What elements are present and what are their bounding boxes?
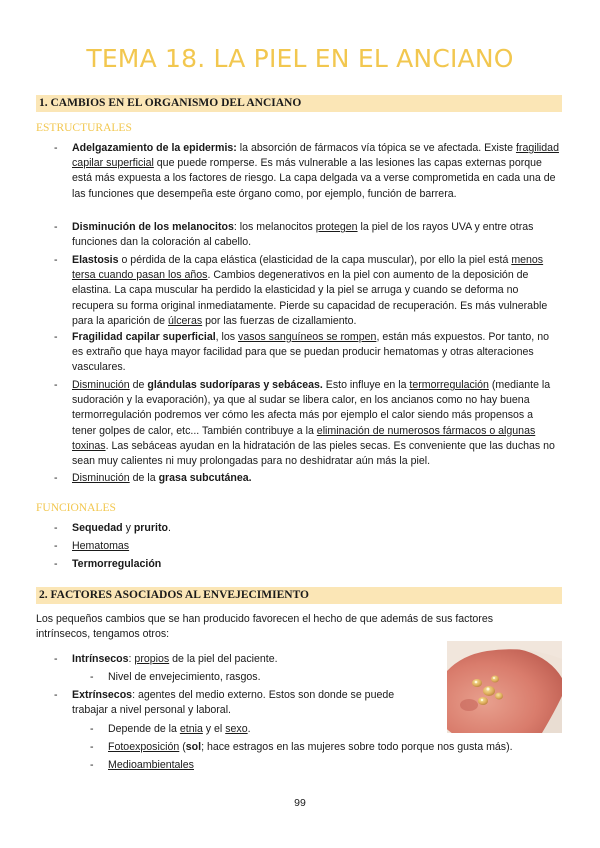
item-text: Nivel de envejecimiento, rasgos. [108,671,261,683]
item-term: glándulas sudoríparas y sebáceas. [147,379,323,391]
section-heading-cambios: 1. CAMBIOS EN EL ORGANISMO DEL ANCIANO [36,95,562,112]
item-text: de la [129,472,159,484]
list-item [54,253,560,329]
item-text: de [129,379,148,391]
item-term: Sequedad [72,522,123,534]
item-underlined: Disminución [72,379,130,391]
sub-list-item [90,740,540,755]
item-text: por las fuerzas de cizallamiento. [202,314,357,327]
item-term: grasa subcutánea. [158,472,252,484]
item-text: . [167,522,171,534]
page-number: 99 [294,797,306,809]
item-term: Elastosis [72,254,119,266]
bullet-dash: - [90,723,94,735]
item-underlined: Fotoexposición [108,741,180,753]
list-item [54,141,560,202]
bullet-dash: - [54,379,58,391]
item-text: . Las sebáceas ayudan en la hidratación de las pieles secas. Es conveniente que las duchas no sean muy calientes ni muy prolongadas para no deshidratar aún más la piel. [72,439,555,468]
bullet-dash: - [54,142,58,154]
list-item [54,330,560,376]
item-text: , los [215,331,239,343]
item-text: (mediante la sudoración y la evaporación), ya que al sudar se libera calor, en los ancianos como no hay buena termorregulación podremos ver cómo les afecta más por ejemplo el calor siendo más propensos a tener golpes de calor, etc... También contribuye a la [72,379,551,437]
item-underlined: termorregulación [409,379,489,391]
list-item [54,539,560,554]
skin-blister-photo [447,641,562,733]
item-underlined: etnia [179,723,203,735]
bullet-dash: - [54,522,58,534]
item-text: la absorción de fármacos vía tópica se ve afectada. Existe [236,142,516,154]
item-underlined: menos tersa cuando pasan los años [72,254,544,282]
bullet-dash: - [54,254,58,266]
item-text: : agentes del medio externo. Estos son donde se puede trabajar a nivel personal y laboral. [72,689,395,717]
item-text: y el [202,723,226,735]
list-item [54,557,560,572]
section-heading-factores: 2. FACTORES ASOCIADOS AL ENVEJECIMIENTO [36,587,562,604]
sub-list-item [90,758,540,773]
list-item [54,378,560,469]
bullet-dash: - [54,540,58,552]
item-text: . [247,723,251,735]
item-text: de la piel del paciente. [169,653,278,665]
list-item [54,521,560,536]
list-item-extrinsecos [54,688,426,718]
item-text: . Cambios degenerativos en la piel con aumento de la deposición de elastina. La capa muscular ha perdido la elasticidad y la piel se arruga y cuando se deforma no recupera su forma original inmediatamente. Pierde su capacidad de recuperación. Es más vulnerable para la aparición de [72,269,548,327]
item-text: : [128,653,135,665]
bullet-dash: - [90,759,94,771]
item-term: prurito [133,522,168,534]
item-text: Esto influye en la [322,379,410,391]
bullet-dash: - [54,558,58,570]
item-term: Termorregulación [72,558,162,570]
item-text: la piel de los rayos UVA y entre otras funciones dan la coloración al cabello. [72,221,534,249]
bullet-dash: - [54,653,58,665]
bullet-dash: - [54,472,58,484]
list-item [54,220,560,250]
item-term: Disminución de los melanocitos [72,221,234,233]
item-underlined: vasos sanguíneos se rompen [238,331,377,343]
item-text: Depende de la [108,723,180,735]
subheading-funcionales: FUNCIONALES [36,502,116,514]
bullet-dash: - [54,221,58,233]
item-underlined: úlceras [168,314,203,327]
item-term: Extrínsecos [72,689,133,701]
item-text: , están más expuestos. Por tanto, no es extraño que haya mayor facilidad para que se puedan producir hematomas y otras alteraciones vasculares. [72,331,549,374]
item-term: sol [185,741,202,753]
bullet-dash: - [54,689,58,701]
item-text: ; hace estragos en las mujeres sobre todo porque nos gusta más). [201,741,513,753]
item-underlined: Disminución [72,472,130,484]
bullet-dash: - [90,671,94,683]
item-text: o pérdida de la capa elástica (elasticidad de la capa muscular), por ello la piel está [118,254,512,266]
list-item [54,471,560,486]
item-underlined: protegen [315,221,358,233]
item-underlined: Hematomas [72,540,130,552]
item-term: Intrínsecos [72,653,129,665]
item-underlined: fragilidad capilar superficial [72,142,559,170]
list-item-intrinsecos [54,652,434,667]
subheading-estructurales: ESTRUCTURALES [36,122,132,134]
item-underlined: Medioambientales [108,759,194,771]
item-term: Adelgazamiento de la epidermis: [72,142,237,154]
bullet-dash: - [54,331,58,343]
item-underlined: propios [134,653,170,665]
item-term: Fragilidad capilar superficial [72,331,216,343]
item-text: ( [179,741,186,753]
item-underlined: sexo [225,723,248,735]
item-underlined: eliminación de numerosos fármacos o algunas toxinas [72,424,536,452]
intro-paragraph: Los pequeños cambios que se han producido favorecen el hecho de que además de sus factores intrínsecos, tengamos otros: [36,613,494,641]
page-title: TEMA 18. LA PIEL EN EL ANCIANO [86,44,514,73]
item-text: : los melanocitos [233,221,316,233]
bullet-dash: - [90,741,94,753]
item-text: y [122,522,134,534]
item-text: que puede romperse. Es más vulnerable a las lesiones las capas externas porque está más expuesta a los factores de riesgo. La capa delgada va a verse comprometida en cada una de las funciones que desempeña este órgano como, por ejemplo, función de barrera. [72,157,556,200]
